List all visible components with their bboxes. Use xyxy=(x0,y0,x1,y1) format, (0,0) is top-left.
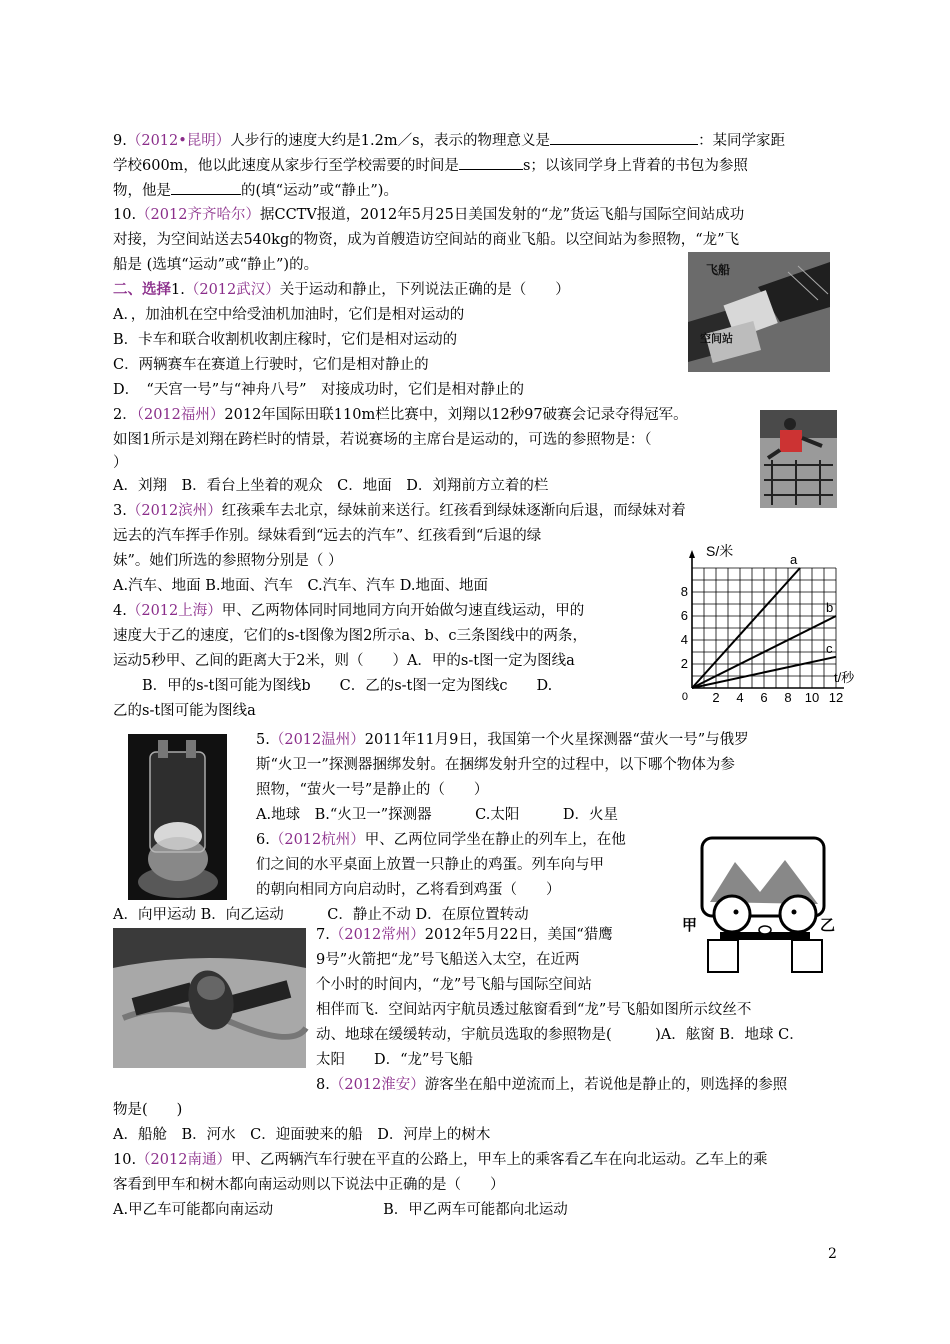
s2-options: A．刘翔 B．看台上坐着的观众 C．地面 D．刘翔前方立着的栏 xyxy=(113,478,549,494)
s5-source: （2012温州） xyxy=(269,732,365,748)
dragon-spacecraft-photo xyxy=(113,928,306,1068)
s3-line-3: 妹”。她们所选的参照物分别是（ ） xyxy=(113,553,343,569)
series-label-c: c xyxy=(826,640,833,656)
q9-text: 物，他是 xyxy=(113,183,171,199)
y-axis-arrow xyxy=(689,550,695,558)
s7-line-5: 动、地球在缓缓转动，宇航员选取的参照物是( )A．舷窗 B．地球 C． xyxy=(316,1027,804,1043)
x-tick-label: 4 xyxy=(736,690,744,705)
s2-text: 2012年国际田联110m栏比赛中，刘翔以12秒97破赛会记录夺得冠军。 xyxy=(224,407,688,423)
s3-source: （2012滨州） xyxy=(126,503,222,519)
s6-options: A．向甲运动 B．向乙运动 C．静止不动 D．在原位置转动 xyxy=(113,907,529,923)
s3-number: 3. xyxy=(113,503,127,519)
s4-line-4: B．甲的s-t图可能为图线b C．乙的s-t图一定为图线c D. xyxy=(113,678,553,694)
s6-line-1 xyxy=(256,830,626,850)
label-yi: 乙 xyxy=(820,917,836,934)
x-tick-label: 10 xyxy=(804,690,820,705)
pic-label-bottom: 空间站 xyxy=(700,333,733,345)
x-tick-label: 6 xyxy=(760,690,768,705)
s2-line-1 xyxy=(113,405,688,425)
q9-text: s；以该同学身上背着的书包为参照 xyxy=(522,158,748,174)
s7-line-4: 相伴而飞．空间站丙宇航员透过舷窗看到“龙”号飞船如图所示纹丝不 xyxy=(316,1002,752,1018)
y-tick-label: 2 xyxy=(680,656,688,671)
x-tick-label: 8 xyxy=(784,690,792,705)
s1-option-a: A．，加油机在空中给受油机加油时，它们是相对运动的 xyxy=(113,307,465,323)
s4-text: 甲、乙两物体同时同地同方向开始做匀速直线运动，甲的 xyxy=(221,603,585,619)
s3-line-1 xyxy=(113,501,686,521)
s7-text: 2012年5月22日，美国“猎鹰 xyxy=(424,927,613,943)
s8-options: A．船舱 B．河水 C．迎面驶来的船 D．河岸上的树木 xyxy=(113,1127,491,1143)
q10a-line-2: 对接，为空间站送去540kg的物资，成为首艘造访空间站的商业飞船。以空间站为参照物，“龙”飞 xyxy=(113,232,740,248)
s5-line-3: 照物，“萤火一号”是静止的（ ） xyxy=(256,782,489,798)
s5-text: 2011年11月9日，我国第一个火星探测器“萤火一号”与俄罗 xyxy=(364,732,749,748)
x-axis-label: t/秒 xyxy=(834,670,855,685)
answer-blank[interactable] xyxy=(459,155,523,170)
pic-label-top: 飞船 xyxy=(706,263,731,277)
x-tick-label: 2 xyxy=(712,690,720,705)
s3-options: A.汽车、地面 B.地面、汽车 C.汽车、汽车 D.地面、地面 xyxy=(113,578,488,594)
y-tick-label: 8 xyxy=(680,584,688,599)
s4-line-3: 运动5秒甲、乙间的距离大于2米，则（ ）A．甲的s-t图一定为图线a xyxy=(113,653,575,669)
s10-source: （2012南通） xyxy=(136,1152,231,1168)
q9-line-1 xyxy=(113,130,785,151)
answer-blank[interactable] xyxy=(171,180,241,195)
q10a-number: 10. xyxy=(113,207,137,223)
q9-text: ：某同学家距 xyxy=(698,133,786,149)
s1-number: 1. xyxy=(171,282,185,298)
series-label-b: b xyxy=(826,600,834,615)
s8-line-1 xyxy=(316,1075,787,1095)
s10-options xyxy=(113,1200,568,1220)
rocket-photo xyxy=(128,734,227,900)
y-axis-label: S/米 xyxy=(706,543,734,559)
s4-number: 4. xyxy=(113,603,127,619)
s10-option-b: B．甲乙两车可能都向北运动 xyxy=(383,1202,568,1218)
space-station-photo xyxy=(688,252,830,372)
s7-line-1 xyxy=(316,925,613,945)
q9-number: 9. xyxy=(113,133,127,149)
hurdle-race-photo xyxy=(760,410,837,508)
q10a-line-3: 船是 (选填“运动”或“静止”)的。 xyxy=(113,257,319,273)
s4-line-2: 速度大于乙的速度，它们的s-t图像为图2所示a、b、c三条图线中的两条， xyxy=(113,628,587,644)
s6-line-3: 的朝向相同方向启动时，乙将看到鸡蛋（ ） xyxy=(256,882,561,898)
answer-blank[interactable] xyxy=(550,130,698,145)
s1-option-c: C．两辆赛车在赛道上行驶时，它们是相对静止的 xyxy=(113,357,429,373)
s2-source: （2012福州） xyxy=(136,407,225,423)
q9-text: 学校600m，他以此速度从家步行至学校需要的时间是 xyxy=(113,158,459,174)
s10-number: 10. xyxy=(113,1152,137,1168)
s10-option-a: A.甲乙车可能都向南运动 xyxy=(113,1202,274,1218)
s5-number: 5. xyxy=(256,732,270,748)
page-number: 2 xyxy=(828,1246,837,1262)
origin-label: 0 xyxy=(681,691,688,703)
s4-line-5: 乙的s-t图可能为图线a xyxy=(113,703,256,719)
q9-text: 的(填“运动”或“静止”)。 xyxy=(241,183,398,199)
s6-text: 甲、乙两位同学坐在静止的列车上，在他 xyxy=(364,832,626,848)
x-tick-label: 12 xyxy=(828,690,844,705)
st-graph xyxy=(680,542,855,710)
s8-source: （2012淮安） xyxy=(329,1077,425,1093)
s3-line-2: 远去的汽车挥手作别。绿妹看到“远去的汽车”、红孩看到“后退的绿 xyxy=(113,528,542,544)
s10-line-1 xyxy=(113,1150,767,1170)
s8-number: 8. xyxy=(316,1077,330,1093)
s1-line-stem xyxy=(113,280,570,300)
s6-number: 6. xyxy=(256,832,270,848)
s3-text: 红孩乘车去北京，绿妹前来送行。红孩看到绿妹逐渐向后退，而绿妹对着 xyxy=(221,503,686,519)
s7-source: （2012常州） xyxy=(329,927,425,943)
s2-line-2: 如图1所示是刘翔在跨栏时的情景，若说赛场的主席台是运动的，可选的参照物是：（ xyxy=(113,432,652,448)
s1-option-b: B．卡车和联合收割机收割庄稼时，它们是相对运动的 xyxy=(113,332,458,348)
section-heading: 二、选择 xyxy=(113,281,171,298)
s6-line-2: 们之间的水平桌面上放置一只静止的鸡蛋。列车向与甲 xyxy=(256,857,604,873)
label-jia: 甲 xyxy=(682,917,698,934)
s7-line-2: 9号”火箭把“龙”号飞船送入太空，在近两 xyxy=(316,952,580,968)
q9-line-3 xyxy=(113,180,398,201)
s10-line-2: 客看到甲车和树木都向南运动则以下说法中正确的是（ ） xyxy=(113,1177,505,1193)
s5-line-1 xyxy=(256,730,749,750)
s2-number: 2． xyxy=(113,407,137,423)
s5-options: A.地球 B.“火卫一”探测器 C.太阳 D．火星 xyxy=(256,807,618,823)
s1-option-d: D． “天宫一号”与“神舟八号” 对接成功时，它们是相对静止的 xyxy=(113,382,525,398)
s5-line-2: 斯“火卫一”探测器捆绑发射。在捆绑发射升空的过程中，以下哪个物体为参 xyxy=(256,757,735,773)
s10-text: 甲、乙两辆汽车行驶在平直的公路上，甲车上的乘客看乙车在向北运动。乙车上的乘 xyxy=(230,1152,768,1168)
q9-source: （2012•昆明） xyxy=(126,133,231,149)
q10a-line-1 xyxy=(113,205,744,225)
q9-line-2 xyxy=(113,155,748,176)
s8-text: 游客坐在船中逆流而上，若说他是静止的，则选择的参照 xyxy=(424,1077,788,1093)
s7-line-6: 太阳 D．“龙”号飞船 xyxy=(316,1052,473,1068)
s4-source: （2012上海） xyxy=(126,603,222,619)
y-tick-label: 4 xyxy=(680,632,688,647)
train-cartoon xyxy=(680,832,836,982)
s8-line-2: 物是( ) xyxy=(113,1102,183,1118)
s1-source: （2012武汉） xyxy=(184,282,280,298)
q10a-source: （2012齐齐哈尔） xyxy=(136,207,260,223)
s7-number: 7. xyxy=(316,927,330,943)
s7-line-3: 个小时的时间内，“龙”号飞船与国际空间站 xyxy=(316,977,592,993)
q9-text: 人步行的速度大约是1.2m／s，表示的物理意义是 xyxy=(230,133,551,149)
s2-line-3: ） xyxy=(113,455,128,471)
s4-line-1 xyxy=(113,601,584,621)
s6-source: （2012杭州） xyxy=(269,832,365,848)
series-label-a: a xyxy=(790,552,798,567)
q10a-text: 据CCTV报道，2012年5月25日美国发射的“龙”货运飞船与国际空间站成功 xyxy=(259,207,745,223)
y-tick-label: 6 xyxy=(680,608,688,623)
s1-stem: 关于运动和静止，下列说法正确的是（ ） xyxy=(279,282,570,298)
